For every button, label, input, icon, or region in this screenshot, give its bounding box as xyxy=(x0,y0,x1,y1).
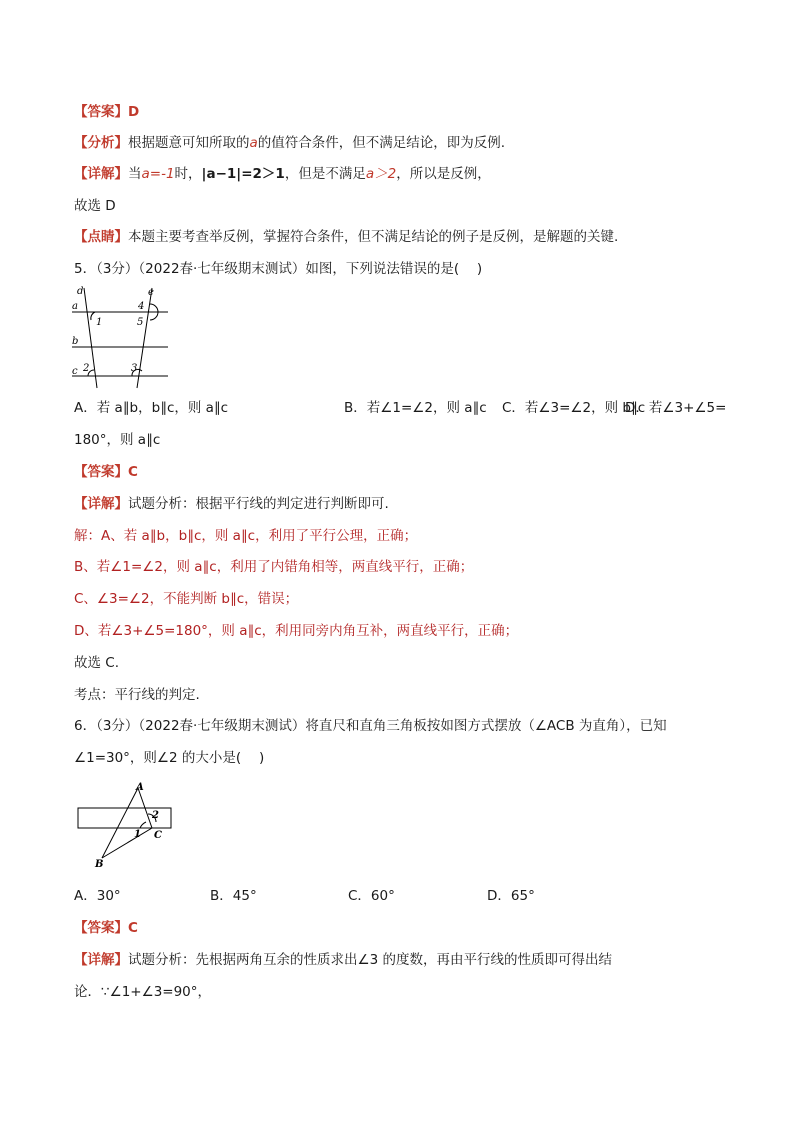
q5-choose: 故选 C. xyxy=(74,655,120,671)
q5-option-b: B．若∠1=∠2，则 a∥c xyxy=(344,400,487,416)
q5-solution-b: B、若∠1=∠2，则 a∥c，利用了内错角相等，两直线平行，正确； xyxy=(74,559,474,575)
detail-tag: 【详解】 xyxy=(74,166,128,182)
q6-stem-line2: ∠1=30°，则∠2 的大小是( ) xyxy=(74,750,265,766)
q6-option-c: C．60° xyxy=(348,888,395,904)
detail-abs: |a−1|=2＞1 xyxy=(201,166,285,182)
fig-angle-5: 5 xyxy=(137,317,144,328)
analysis-tag: 【分析】 xyxy=(74,135,128,151)
q4-analysis-line xyxy=(74,133,505,153)
q6-detail-line xyxy=(74,950,612,970)
q5-answer-line xyxy=(74,462,138,482)
q5-solution-a: 解：A、若 a∥b，b∥c，则 a∥c，利用了平行公理，正确； xyxy=(74,528,418,544)
fig-label-A: A xyxy=(136,782,144,793)
answer-value: C xyxy=(128,920,138,936)
fig-label-d: d xyxy=(77,286,84,297)
fig-label-C: C xyxy=(154,830,162,841)
q6-stem-line1: 6．（3分）（2022春·七年级期末测试）将直尺和直角三角板按如图方式摆放（∠ACB 为直角），已知 xyxy=(74,718,667,734)
answer-tag: 【答案】 xyxy=(74,104,128,120)
q6-answer-line xyxy=(74,918,138,938)
q6-option-a: A．30° xyxy=(74,888,121,904)
fig-label-e: e xyxy=(148,287,154,298)
fig-angle-1: 1 xyxy=(134,829,141,840)
q5-kaodian: 考点：平行线的判定. xyxy=(74,687,200,703)
detail-text-b: 时， xyxy=(174,166,202,182)
fig-angle-2: 2 xyxy=(83,363,90,374)
fig-angle-3: 3 xyxy=(131,363,138,374)
detail-text: 试题分析：先根据两角互余的性质求出∠3 的度数，再由平行线的性质即可得出结 xyxy=(128,952,612,968)
fig-label-b: b xyxy=(72,336,79,347)
answer-tag: 【答案】 xyxy=(74,920,128,936)
q5-solution-c: C、∠3=∠2，不能判断 b∥c，错误； xyxy=(74,591,299,607)
point-tag: 【点睛】 xyxy=(74,229,128,245)
fig-angle-2: 2 xyxy=(152,810,159,821)
q5-option-a: A．若 a∥b，b∥c，则 a∥c xyxy=(74,400,229,416)
fig-label-a: a xyxy=(72,301,78,312)
detail-eq1: a=-1 xyxy=(141,166,175,182)
q4-detail-line xyxy=(74,164,491,184)
detail-tag: 【详解】 xyxy=(74,952,128,968)
q4-point-line xyxy=(74,227,618,247)
fig-angle-4: 4 xyxy=(138,301,145,312)
q4-answer-line xyxy=(74,102,139,122)
analysis-text-b: 的值符合条件，但不满足结论，即为反例. xyxy=(257,135,506,151)
detail-text-c: ，但是不满足 xyxy=(284,166,366,182)
detail-ineq: a＞2 xyxy=(365,166,397,182)
detail-tag: 【详解】 xyxy=(74,496,128,512)
q5-solution-d: D、若∠3+∠5=180°，则 a∥c，利用同旁内角互补，两直线平行，正确； xyxy=(74,623,519,639)
analysis-var: a xyxy=(249,135,258,151)
detail-text: 试题分析：根据平行线的判定进行判断即可. xyxy=(128,496,389,512)
fig-label-c: c xyxy=(72,366,78,377)
q6-option-d: D．65° xyxy=(487,888,535,904)
analysis-text-a: 根据题意可知所取的 xyxy=(128,135,250,151)
q5-option-d-cont: 180°，则 a∥c xyxy=(74,432,161,448)
detail-text-d: ，所以是反例， xyxy=(396,166,491,182)
answer-value: D xyxy=(128,104,140,120)
q6-detail-cont: 论．∵∠1+∠3=90°， xyxy=(74,984,212,1000)
q5-detail-line xyxy=(74,494,389,514)
q6-figure xyxy=(74,780,178,870)
fig-label-B: B xyxy=(95,859,104,870)
q6-option-b: B．45° xyxy=(210,888,257,904)
fig-angle-1: 1 xyxy=(96,317,103,328)
point-text: 本题主要考查举反例，掌握符合条件，但不满足结论的例子是反例，是解题的关键. xyxy=(128,229,619,245)
detail-text-a: 当 xyxy=(128,166,142,182)
q5-stem: 5．（3分）（2022春·七年级期末测试）如图，下列说法错误的是( ) xyxy=(74,261,483,277)
answer-tag: 【答案】 xyxy=(74,464,128,480)
answer-value: C xyxy=(128,464,138,480)
q5-option-d: D．若∠3+∠5= xyxy=(625,400,727,416)
q5-option-c: C．若∠3=∠2，则 b∥c xyxy=(502,400,646,416)
q5-figure xyxy=(70,284,172,392)
q4-choose: 故选 D xyxy=(74,198,116,214)
